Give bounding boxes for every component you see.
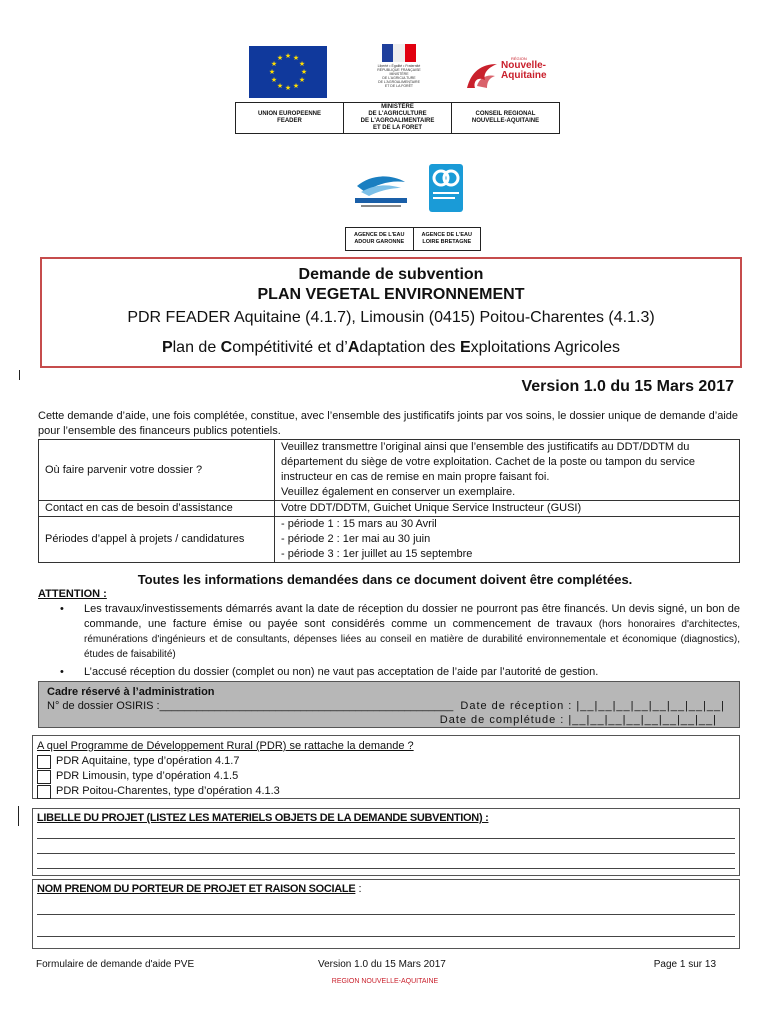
attention-label: ATTENTION : [38,588,107,600]
bullet-1-main: Les travaux/investissements démarrés avant la date de réception du dossier ne pourront pas être financés. Un devis signé, un bon de commande, une facture émise ou payée sont considérés comme un commencement de travaux [84,603,740,630]
pdr-option-aquitaine[interactable] [37,754,735,769]
admin-completude-field[interactable]: Date de complétude : |__|__|__|__|__|__|__|__| [439,714,717,726]
eu-label: UNION EUROPEENNE FEADER [236,103,344,133]
period-2: - période 2 : 1er mai au 30 juin [281,533,431,545]
admin-box [38,681,740,728]
t4-c: C [220,339,233,356]
list-item [60,602,740,662]
adour-garonne-logo [351,166,411,214]
info-value-contact: Votre DDT/DDTM, Guichet Unique Service Instructeur (GUSI) [275,501,740,517]
svg-text:★: ★ [268,68,276,76]
svg-text:★: ★ [298,76,306,84]
title-line-4 [42,337,740,359]
admin-reception-field[interactable]: Date de réception : |__|__|__|__|__|__|__|__| [460,700,725,712]
title-line-1: Demande de subvention [298,266,484,283]
t4-s2: ompétitivité et d’ [232,339,348,356]
info-value-periods [275,517,740,563]
svg-text:★: ★ [276,82,284,90]
info-table [38,439,740,563]
bullet-1-note: (hors honoraires d'architectes, rémunérations d'ingénieurs et de consultants, dépenses liées au conseil en matière de durabilité environnementale et économique (diagnostics), études de faisabilité) [84,619,741,660]
admin-dossier-field[interactable] [47,699,731,713]
checkbox[interactable] [37,770,51,784]
libelle-heading: LIBELLE DU PROJET (LISTEZ LES MATERIELS OBJETS DE LA DEMANDE SUBVENTION) : [37,812,489,824]
agency-loire-label: AGENCE DE L'EAU LOIRE BRETAGNE [421,232,472,245]
t4-s3: daptation des [359,339,460,356]
admin-title: Cadre réservé à l’administration [47,686,215,698]
region-label: CONSEIL REGIONAL NOUVELLE-AQUITAINE [471,111,540,124]
libelle-line[interactable] [37,855,735,869]
loire-bretagne-logo [429,164,463,212]
svg-text:★: ★ [292,54,300,62]
info-value-where [275,440,740,501]
checkbox[interactable] [37,755,51,769]
title-line-2: PLAN VEGETAL ENVIRONNEMENT [257,286,525,303]
footer-center: Version 1.0 du 15 Mars 2017 [318,959,446,970]
pdr-option-label: PDR Aquitaine, type d’opération 4.1.7 [56,755,240,767]
partner-labels [235,102,560,134]
svg-text:★: ★ [270,76,278,84]
nom-box [32,879,740,949]
title-box [40,257,742,368]
agency-logos [345,160,465,218]
nom-heading-row [37,883,735,895]
table-row [39,501,740,517]
where-line-2: Veuillez également en conserver un exemplaire. [281,486,516,498]
margin-mark [18,806,19,826]
table-row [39,440,740,501]
t4-s4: xploitations Agricoles [470,339,621,356]
region-logo-small: RÉGION [511,56,527,61]
info-label-periods: Périodes d’appel à projets / candidatures [39,517,275,563]
t4-e: E [459,339,471,356]
pdr-question: A quel Programme de Développement Rural (PDR) se rattache la demande ? [37,740,414,752]
version-label: Version 1.0 du 15 Mars 2017 [521,378,734,395]
pdr-option-poitou[interactable] [37,784,735,799]
nom-line[interactable] [37,923,735,937]
intro-text: Cette demande d’aide, une fois complétée, constitue, avec l’ensemble des justificatifs joints par vos soins, le dossier unique de demande d’aide pour l’ensemble des financeurs publics potentiels. [38,410,738,437]
title-line-3: PDR FEADER Aquitaine (4.1.7), Limousin (0415) Poitou-Charentes (4.1.3) [127,309,655,326]
logo-row [235,42,560,100]
footer-region: REGION NOUVELLE-AQUITAINE [331,978,439,985]
table-row [39,517,740,563]
ministry-label: MINISTÈRE DE L'AGRICULTURE DE L'AGROALIMENTAIRE ET DE LA FORET [344,103,452,133]
list-item: • L’accusé réception du dossier (complet ou non) ne vaut pas acceptation de l’aide par l’autorité de gestion. [60,665,740,680]
libelle-line[interactable] [37,825,735,839]
republique-francaise-logo: Liberté • Égalité • Fraternité RÉPUBLIQUE FRANÇAISE MINISTÈRE DE L'AGRICULTURE DE L'AGROALIMENTAIRE ET DE LA FORÊT [373,44,425,100]
nom-heading: NOM PRENOM DU PORTEUR DE PROJET ET RAISON SOCIALE [37,883,356,895]
svg-text:★: ★ [284,52,292,60]
where-line-1: Veuillez transmettre l’original ainsi que l’ensemble des justificatifs au DDT/DDTM du département du siège de votre exploitation. Cachet de la poste ou tampon du service instructeur en cas de remise en main propre faisant foi. [281,441,695,483]
t4-s1: lan de [172,339,221,356]
region-logo-text: Nouvelle- Aquitaine [501,60,547,81]
agency-adour-label: AGENCE DE L'EAU ADOUR GARONNE [346,228,414,250]
pdr-option-label: PDR Limousin, type d’opération 4.1.5 [56,770,239,782]
pdr-option-label: PDR Poitou-Charentes, type d’opération 4.1.3 [56,785,280,797]
info-label-where: Où faire parvenir votre dossier ? [39,440,275,501]
pdr-box [32,735,740,799]
period-3: - période 3 : 1er juillet au 15 septembre [281,548,473,560]
nom-line[interactable] [37,901,735,915]
info-label-contact: Contact en cas de besoin d’assistance [39,501,275,517]
notice-title: Toutes les informations demandées dans ce document doivent être complétées. [137,572,633,587]
footer-page: Page 1 sur 13 [653,959,716,970]
libelle-line[interactable] [37,840,735,854]
svg-text:★: ★ [276,54,284,62]
pdr-option-limousin[interactable] [37,769,735,784]
t4-p: P [161,339,173,356]
footer-left: Formulaire de demande d'aide PVE [36,959,195,970]
libelle-box [32,808,740,876]
svg-text:★: ★ [298,60,306,68]
t4-a: A [347,339,360,356]
region-nouvelle-aquitaine-logo [463,58,558,92]
svg-text:★: ★ [300,68,308,76]
svg-text:★: ★ [292,82,300,90]
svg-text:★: ★ [270,60,278,68]
checkbox[interactable] [37,785,51,799]
margin-mark [19,370,20,380]
eu-flag-icon [249,46,327,98]
attention-list [60,602,740,680]
nom-suffix: : [355,883,362,895]
admin-dossier: N° de dossier OSIRIS :________________________________________________ [47,700,454,712]
period-1: - période 1 : 15 mars au 30 Avril [281,518,437,530]
svg-text:★: ★ [284,84,292,92]
agency-labels [345,227,481,251]
